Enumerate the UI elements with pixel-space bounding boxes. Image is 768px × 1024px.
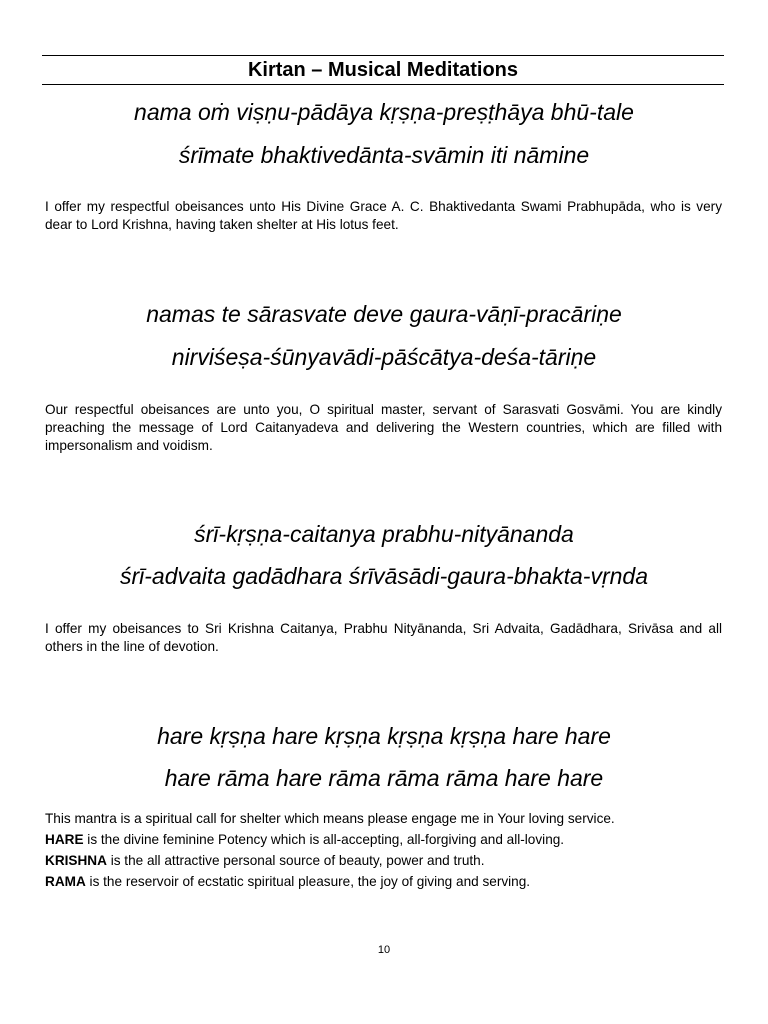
page-header — [42, 55, 724, 85]
term-krishna-word: KRISHNA — [45, 853, 107, 868]
mantra-explanation — [45, 808, 725, 892]
page-title: Kirtan – Musical Meditations — [247, 59, 519, 81]
verse-3-translation: I offer my obeisances to Sri Krishna Caitanya, Prabhu Nityānanda, Sri Advaita, Gadādhara, Srivāsa and all others in the line of devotion. — [45, 621, 722, 654]
verse-2-line-1: namas te sārasvate deve gaura-vāṇī-pracāriṇe — [146, 301, 622, 327]
mantra-line-1: hare kṛṣṇa hare kṛṣṇa kṛṣṇa kṛṣṇa hare hare — [157, 723, 611, 749]
term-hare-meaning: is the divine feminine Potency which is all-accepting, all-forgiving and all-loving. — [83, 832, 565, 847]
term-krishna — [45, 850, 725, 871]
mantra-intro: This mantra is a spiritual call for shelter which means please engage me in Your loving service. — [45, 811, 615, 826]
term-hare-word: HARE — [45, 832, 84, 847]
verse-1-line-1: nama oṁ viṣṇu-pādāya kṛṣṇa-preṣṭhāya bhū-tale — [134, 99, 634, 125]
page-number: 10 — [377, 944, 391, 956]
verse-3-line-1: śrī-kṛṣṇa-caitanya prabhu-nityānanda — [194, 521, 574, 547]
term-rama — [45, 871, 725, 892]
verse-2-line-2: nirviśeṣa-śūnyavādi-pāścātya-deśa-tāriṇe — [171, 344, 597, 370]
term-rama-meaning: is the reservoir of ecstatic spiritual pleasure, the joy of giving and serving. — [85, 874, 531, 889]
mantra-line-2: hare rāma hare rāma rāma rāma hare hare — [164, 765, 604, 791]
verse-3-line-2: śrī-advaita gadādhara śrīvāsādi-gaura-bhakta-vṛnda — [119, 563, 648, 589]
term-krishna-meaning: is the all attractive personal source of beauty, power and truth. — [106, 853, 485, 868]
term-hare — [45, 829, 725, 850]
verse-1-line-2: śrīmate bhaktivedānta-svāmin iti nāmine — [178, 142, 590, 168]
verse-2-translation: Our respectful obeisances are unto you, O spiritual master, servant of Sarasvati Gosvāmi. You are kindly preaching the message of Lord Caitanyadeva and delivering the Western countries, which are filled with impersonalism and voidism. — [45, 402, 722, 453]
verse-1-translation: I offer my respectful obeisances unto His Divine Grace A. C. Bhaktivedanta Swami Prabhupāda, who is very dear to Lord Krishna, having taken shelter at His lotus feet. — [45, 199, 722, 232]
term-rama-word: RAMA — [45, 874, 86, 889]
